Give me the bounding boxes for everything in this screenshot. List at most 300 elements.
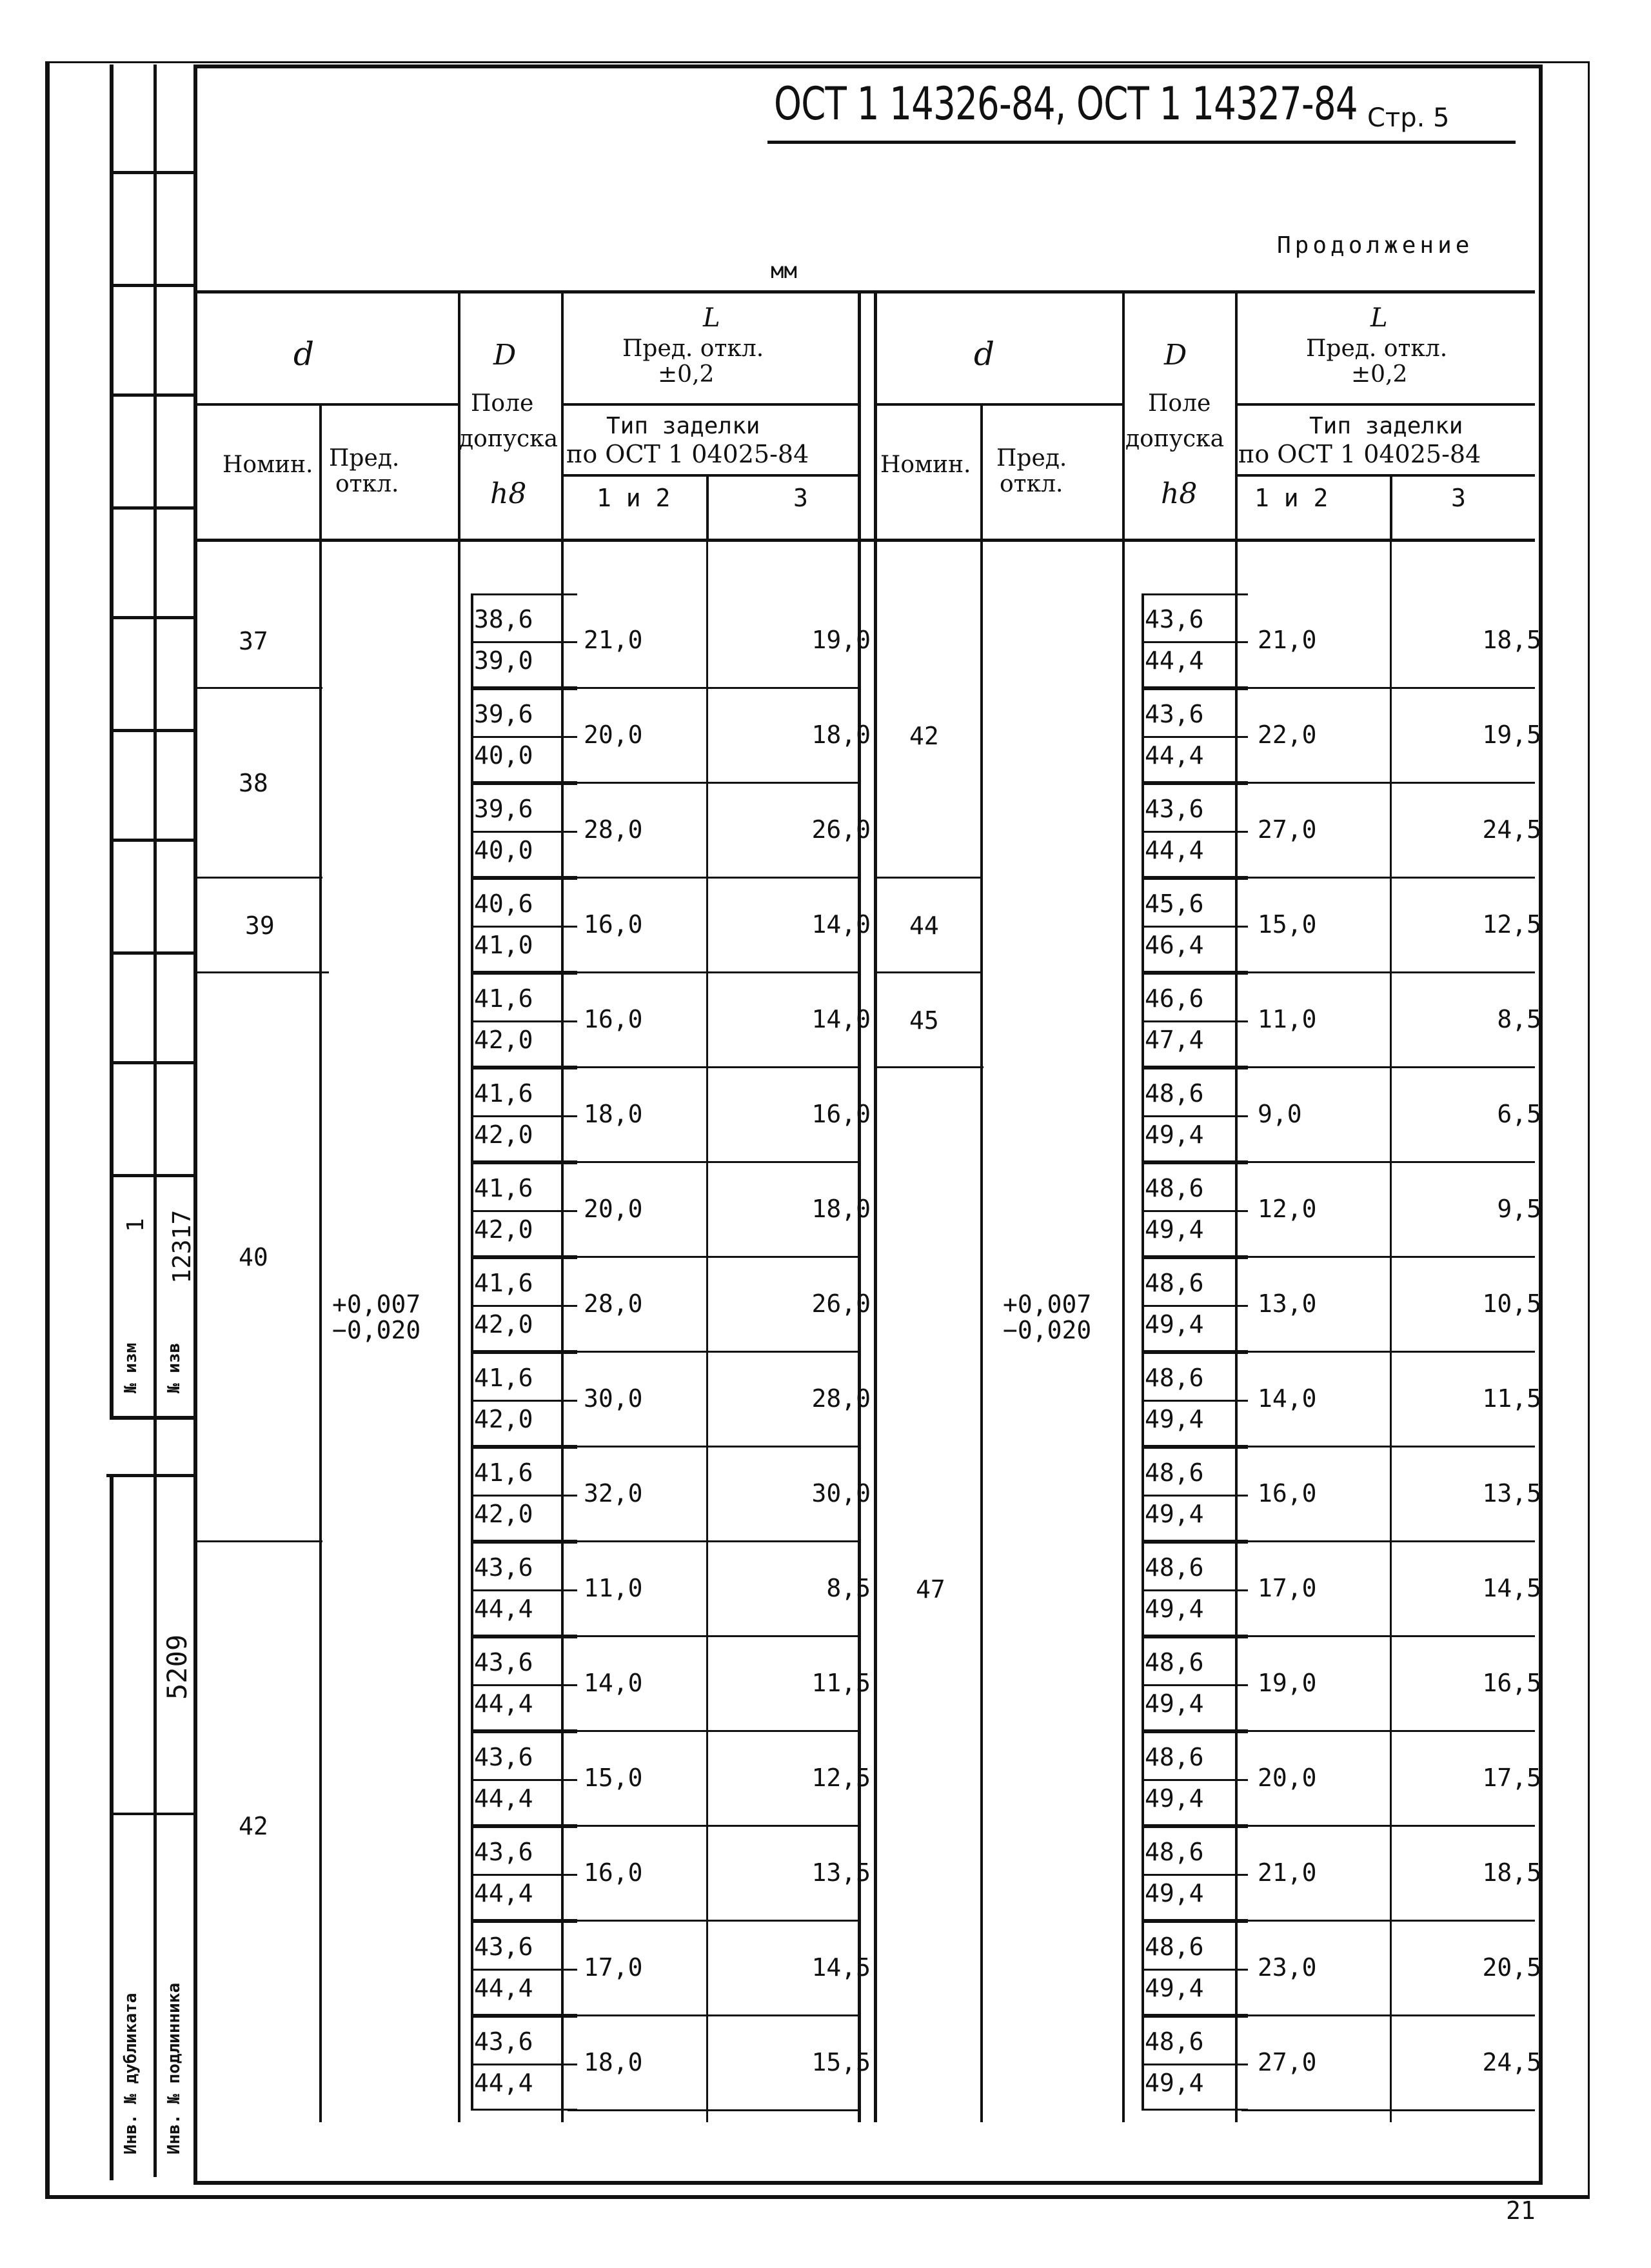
D-max-value: 49,4: [1145, 1594, 1204, 1623]
L-type3-value: 18,0: [811, 1195, 871, 1223]
D-min-value: 48,6: [1145, 1743, 1204, 1771]
row-rule: [1142, 1921, 1248, 1923]
d-nominal-value: 45: [909, 1006, 939, 1035]
row-rule: [568, 1351, 858, 1353]
right-h8-label: h8: [1161, 477, 1198, 510]
L-type12-value: 11,0: [1258, 1005, 1317, 1033]
col-rule: [1390, 539, 1392, 2122]
row-rule: [471, 2109, 577, 2111]
D-min-value: 48,6: [1145, 2027, 1204, 2056]
row-rule: [471, 641, 577, 643]
page-number: 21: [1506, 2196, 1536, 2225]
d-nominal-value: 38: [239, 769, 268, 797]
row-rule: [568, 782, 858, 784]
D-cell-rule: [1142, 1068, 1144, 1162]
right-type3-label: 3: [1451, 484, 1466, 512]
change-no-label: № изм: [121, 1342, 141, 1393]
D-max-value: 46,4: [1145, 930, 1204, 959]
row-rule: [1241, 971, 1535, 973]
right-nominal-label: Номин.: [880, 452, 971, 478]
strip-rule: [110, 171, 197, 174]
left-field-label: Поле: [471, 390, 534, 417]
row-rule: [471, 2016, 577, 2018]
col-rule: [706, 539, 708, 2122]
D-cell-rule: [471, 2016, 473, 2111]
L-type12-value: 16,0: [584, 910, 643, 939]
row-rule: [471, 593, 577, 595]
row-rule: [1142, 2109, 1248, 2111]
D-min-value: 43,6: [474, 1933, 533, 1961]
D-max-value: 49,4: [1145, 1309, 1204, 1338]
header-rule: [874, 403, 1122, 406]
row-rule: [471, 973, 577, 975]
D-cell-rule: [1142, 1257, 1144, 1352]
D-min-value: 43,6: [474, 1743, 533, 1771]
L-type3-value: 18,5: [1482, 626, 1541, 654]
header-rule: [561, 403, 858, 406]
orig-inv-value: 5209: [161, 1634, 193, 1700]
split-rule: [874, 290, 877, 2122]
row-rule: [1241, 1635, 1535, 1637]
D-max-value: 49,4: [1145, 1499, 1204, 1528]
D-cell-rule: [471, 593, 473, 688]
row-rule: [471, 1400, 577, 1402]
d-tolerance-upper: +0,007: [332, 1290, 421, 1318]
L-type3-value: 13,5: [1482, 1479, 1541, 1507]
L-type12-value: 17,0: [1258, 1574, 1317, 1602]
col-rule: [980, 403, 983, 2122]
L-type3-value: 14,5: [1482, 1574, 1541, 1602]
D-cell-rule: [1142, 1162, 1144, 1257]
row-rule: [1142, 1495, 1248, 1497]
row-rule: [1142, 736, 1248, 738]
row-rule: [471, 878, 577, 880]
left-embed-label-2: по ОСТ 1 04025-84: [566, 440, 809, 468]
group-rule: [197, 1540, 322, 1542]
row-rule: [1142, 1874, 1248, 1876]
L-type3-value: 19,5: [1482, 721, 1541, 749]
change-no-value: 1: [123, 1218, 149, 1232]
strip-rule: [110, 839, 197, 842]
D-cell-rule: [1142, 1826, 1144, 1921]
L-type3-value: 11,5: [1482, 1384, 1541, 1413]
row-rule: [1241, 1730, 1535, 1732]
D-max-value: 44,4: [1145, 835, 1204, 864]
left-embed-label: Тип заделки: [606, 413, 760, 439]
row-rule: [1142, 2016, 1248, 2018]
D-max-value: 40,0: [474, 835, 533, 864]
D-cell-rule: [471, 783, 473, 878]
D-max-value: 40,0: [474, 741, 533, 770]
L-type12-value: 20,0: [584, 721, 643, 749]
row-rule: [568, 1540, 858, 1542]
row-rule: [471, 1162, 577, 1164]
D-cell-rule: [1142, 878, 1144, 973]
row-rule: [568, 1066, 858, 1068]
left-d-header: d: [293, 335, 315, 373]
D-min-value: 48,6: [1145, 1079, 1204, 1108]
D-max-value: 49,4: [1145, 1120, 1204, 1149]
D-min-value: 48,6: [1145, 1174, 1204, 1202]
L-type3-value: 12,5: [1482, 910, 1541, 939]
D-cell-rule: [1142, 1731, 1144, 1826]
D-cell-rule: [1142, 1447, 1144, 1542]
row-rule: [1142, 1020, 1248, 1022]
right-d-header: d: [974, 335, 995, 373]
row-rule: [568, 971, 858, 973]
right-tol-label: Пред.: [996, 445, 1067, 472]
standard-title: ОСТ 1 14326-84, ОСТ 1 14327-84: [774, 77, 1358, 130]
right-L-tol-label: Пред. откл.: [1306, 335, 1448, 362]
L-type12-value: 27,0: [1258, 815, 1317, 844]
D-max-value: 49,4: [1145, 1404, 1204, 1433]
D-min-value: 41,6: [474, 1458, 533, 1487]
D-max-value: 42,0: [474, 1404, 533, 1433]
strip-rule: [110, 1174, 197, 1177]
row-rule: [568, 1446, 858, 1447]
right-field-label: Поле: [1148, 390, 1211, 417]
row-rule: [471, 2064, 577, 2065]
row-rule: [471, 1495, 577, 1497]
row-rule: [1142, 1447, 1248, 1449]
D-min-value: 46,6: [1145, 984, 1204, 1013]
left-h8-label: h8: [490, 477, 527, 510]
strip-rule: [110, 1061, 197, 1064]
L-type12-value: 13,0: [1258, 1289, 1317, 1318]
continuation-label: Продолжение: [1277, 232, 1474, 259]
row-rule: [1142, 1542, 1248, 1544]
L-type3-value: 10,5: [1482, 1289, 1541, 1318]
row-rule: [1142, 973, 1248, 975]
D-cell-rule: [1142, 2016, 1144, 2111]
L-type12-value: 16,0: [584, 1858, 643, 1887]
L-type12-value: 32,0: [584, 1479, 643, 1507]
L-type3-value: 11,5: [811, 1669, 871, 1697]
row-rule: [1142, 878, 1248, 880]
row-rule: [1241, 1825, 1535, 1827]
L-type12-value: 17,0: [584, 1953, 643, 1982]
L-type3-value: 30,0: [811, 1479, 871, 1507]
left-tol-label-2: откл.: [335, 471, 399, 497]
d-tolerance-upper: +0,007: [1003, 1290, 1092, 1318]
D-max-value: 42,0: [474, 1309, 533, 1338]
row-rule: [1241, 1540, 1535, 1542]
row-rule: [1142, 1589, 1248, 1591]
D-cell-rule: [1142, 1921, 1144, 2016]
row-rule: [568, 1161, 858, 1163]
D-min-value: 41,6: [474, 1174, 533, 1202]
D-cell-rule: [1142, 593, 1144, 688]
D-min-value: 39,6: [474, 795, 533, 823]
D-max-value: 44,4: [1145, 646, 1204, 675]
notice-no-value: 12317: [168, 1209, 196, 1284]
left-nominal-label: Номин.: [222, 452, 313, 478]
right-embed-label-2: по ОСТ 1 04025-84: [1238, 440, 1481, 468]
L-type3-value: 26,0: [811, 815, 871, 844]
L-type3-value: 18,5: [1482, 1858, 1541, 1887]
title-underline: [767, 141, 1516, 144]
L-type3-value: 14,5: [811, 1953, 871, 1982]
row-rule: [1142, 641, 1248, 643]
d-nominal-value: 47: [916, 1575, 945, 1604]
D-min-value: 38,6: [474, 605, 533, 633]
L-type3-value: 20,5: [1482, 1953, 1541, 1982]
header-rule: [193, 403, 458, 406]
D-min-value: 43,6: [1145, 605, 1204, 633]
right-tol-label-2: откл.: [1000, 471, 1063, 497]
D-min-value: 43,6: [1145, 700, 1204, 728]
row-rule: [471, 1352, 577, 1354]
left-tol-label: Пред.: [329, 445, 400, 472]
L-type3-value: 19,0: [811, 626, 871, 654]
group-rule: [877, 971, 980, 973]
L-type3-value: 13,5: [811, 1858, 871, 1887]
D-cell-rule: [471, 1542, 473, 1636]
L-type3-value: 9,5: [1497, 1195, 1541, 1223]
d-tolerance-lower: −0,020: [1003, 1316, 1092, 1344]
L-type3-value: 17,5: [1482, 1764, 1541, 1792]
row-rule: [1142, 1162, 1248, 1164]
right-field-label-2: допуска: [1125, 426, 1225, 452]
right-type12-label: 1 и 2: [1254, 484, 1329, 512]
D-max-value: 42,0: [474, 1120, 533, 1149]
D-min-value: 48,6: [1145, 1553, 1204, 1582]
row-rule: [471, 783, 577, 785]
L-type12-value: 16,0: [1258, 1479, 1317, 1507]
row-rule: [1142, 1969, 1248, 1971]
row-rule: [1241, 1161, 1535, 1163]
row-rule: [568, 2014, 858, 2016]
col-rule: [1122, 290, 1125, 2122]
D-cell-rule: [1142, 688, 1144, 783]
left-type3-label: 3: [793, 484, 808, 512]
row-rule: [471, 1684, 577, 1686]
row-rule: [568, 1920, 858, 1922]
L-type12-value: 19,0: [1258, 1669, 1317, 1697]
D-min-value: 48,6: [1145, 1364, 1204, 1392]
L-type12-value: 20,0: [1258, 1764, 1317, 1792]
right-embed-label: Тип заделки: [1309, 413, 1463, 439]
L-type12-value: 18,0: [584, 1100, 643, 1128]
strip-rule: [110, 393, 197, 397]
row-rule: [1241, 1351, 1535, 1353]
row-rule: [1241, 1256, 1535, 1258]
D-min-value: 39,6: [474, 700, 533, 728]
row-rule: [568, 687, 858, 689]
D-max-value: 49,4: [1145, 1689, 1204, 1718]
row-rule: [568, 2109, 858, 2111]
D-max-value: 39,0: [474, 646, 533, 675]
D-cell-rule: [471, 1826, 473, 1921]
row-rule: [471, 1779, 577, 1781]
row-rule: [1142, 1684, 1248, 1686]
D-min-value: 48,6: [1145, 1933, 1204, 1961]
row-rule: [471, 1731, 577, 1733]
L-type12-value: 14,0: [1258, 1384, 1317, 1413]
d-nominal-value: 39: [245, 911, 275, 940]
L-type3-value: 24,5: [1482, 815, 1541, 844]
col-rule: [458, 290, 460, 2122]
row-rule: [1241, 877, 1535, 879]
row-rule: [568, 1730, 858, 1732]
row-rule: [568, 1256, 858, 1258]
D-cell-rule: [471, 1162, 473, 1257]
D-cell-rule: [1142, 973, 1144, 1068]
group-rule: [877, 877, 980, 879]
strip-rule: [110, 284, 197, 287]
col-rule: [1235, 290, 1238, 2122]
L-type3-value: 28,0: [811, 1384, 871, 1413]
d-nominal-value: 37: [239, 626, 268, 655]
strip-rule: [110, 951, 197, 955]
D-min-value: 43,6: [474, 1553, 533, 1582]
D-max-value: 44,4: [474, 1973, 533, 2002]
D-max-value: 44,4: [474, 2068, 533, 2097]
row-rule: [1142, 1305, 1248, 1307]
L-type3-value: 8,5: [826, 1574, 871, 1602]
row-rule: [1241, 2109, 1535, 2111]
D-min-value: 48,6: [1145, 1269, 1204, 1297]
body-top-rule: [197, 539, 322, 541]
col-rule: [561, 290, 564, 2122]
row-rule: [1142, 593, 1248, 595]
D-min-value: 43,6: [1145, 795, 1204, 823]
D-max-value: 44,4: [474, 1594, 533, 1623]
L-type12-value: 16,0: [584, 1005, 643, 1033]
row-rule: [568, 1825, 858, 1827]
left-type12-label: 1 и 2: [597, 484, 671, 512]
group-rule: [197, 971, 329, 973]
strip-rule: [110, 729, 197, 732]
L-type3-value: 16,5: [1482, 1669, 1541, 1697]
row-rule: [471, 1020, 577, 1022]
d-nominal-value: 40: [239, 1243, 268, 1271]
row-rule: [1241, 1446, 1535, 1447]
units-label: мм: [771, 258, 797, 284]
row-rule: [471, 1589, 577, 1591]
row-rule: [568, 1635, 858, 1637]
row-rule: [568, 877, 858, 879]
row-rule: [471, 1874, 577, 1876]
D-min-value: 48,6: [1145, 1648, 1204, 1676]
row-rule: [471, 831, 577, 833]
L-type3-value: 12,5: [811, 1764, 871, 1792]
L-type12-value: 22,0: [1258, 721, 1317, 749]
L-type12-value: 18,0: [584, 2048, 643, 2076]
D-cell-rule: [1142, 1636, 1144, 1731]
row-rule: [471, 1969, 577, 1971]
D-max-value: 49,4: [1145, 1784, 1204, 1813]
strip-rule: [110, 506, 197, 510]
L-type12-value: 28,0: [584, 1289, 643, 1318]
right-D-header: D: [1164, 339, 1187, 372]
row-rule: [471, 736, 577, 738]
D-max-value: 49,4: [1145, 1215, 1204, 1244]
D-cell-rule: [471, 1068, 473, 1162]
d-nominal-value: 42: [909, 721, 939, 750]
L-type12-value: 30,0: [584, 1384, 643, 1413]
D-cell-rule: [471, 973, 473, 1068]
row-rule: [1142, 1779, 1248, 1781]
L-type12-value: 21,0: [1258, 626, 1317, 654]
col-rule: [319, 403, 322, 2122]
L-type12-value: 12,0: [1258, 1195, 1317, 1223]
header-rule: [1235, 474, 1535, 477]
L-type3-value: 15,5: [811, 2048, 871, 2076]
D-cell-rule: [471, 688, 473, 783]
row-rule: [1142, 1352, 1248, 1354]
left-L-tol-label: Пред. откл.: [622, 335, 764, 362]
L-type3-value: 14,0: [811, 910, 871, 939]
D-max-value: 44,4: [1145, 741, 1204, 770]
row-rule: [1142, 1731, 1248, 1733]
L-type12-value: 11,0: [584, 1574, 643, 1602]
D-max-value: 49,4: [1145, 2068, 1204, 2097]
group-rule: [197, 687, 322, 689]
orig-inv-label: Инв. № подлинника: [164, 1982, 184, 2154]
L-type3-value: 6,5: [1497, 1100, 1541, 1128]
D-cell-rule: [471, 1352, 473, 1447]
L-type12-value: 27,0: [1258, 2048, 1317, 2076]
D-min-value: 41,6: [474, 1364, 533, 1392]
D-min-value: 48,6: [1145, 1838, 1204, 1866]
page-label: Стр. 5: [1367, 103, 1450, 133]
row-rule: [1142, 783, 1248, 785]
row-rule: [471, 688, 577, 690]
left-L-tol-value: ±0,2: [658, 361, 715, 388]
D-max-value: 47,4: [1145, 1025, 1204, 1054]
D-max-value: 44,4: [474, 1784, 533, 1813]
D-cell-rule: [471, 1921, 473, 2016]
row-rule: [1142, 1826, 1248, 1828]
row-rule: [471, 1305, 577, 1307]
right-L-header: L: [1370, 303, 1388, 333]
row-rule: [471, 1257, 577, 1259]
notice-no-label: № изв: [164, 1342, 184, 1393]
L-type12-value: 15,0: [1258, 910, 1317, 939]
row-rule: [1142, 1257, 1248, 1259]
D-min-value: 48,6: [1145, 1458, 1204, 1487]
D-min-value: 41,6: [474, 984, 533, 1013]
D-cell-rule: [471, 1447, 473, 1542]
col-rule: [706, 474, 709, 539]
L-type3-value: 18,0: [811, 721, 871, 749]
L-type12-value: 9,0: [1258, 1100, 1302, 1128]
D-cell-rule: [471, 878, 473, 973]
row-rule: [471, 1826, 577, 1828]
left-D-header: D: [493, 339, 517, 372]
header-rule: [561, 474, 858, 477]
D-max-value: 44,4: [474, 1689, 533, 1718]
D-cell-rule: [471, 1257, 473, 1352]
row-rule: [471, 1447, 577, 1449]
row-rule: [471, 1115, 577, 1117]
row-rule: [471, 1210, 577, 1212]
D-min-value: 45,6: [1145, 890, 1204, 918]
L-type3-value: 24,5: [1482, 2048, 1541, 2076]
D-cell-rule: [1142, 1542, 1144, 1636]
row-rule: [1241, 1920, 1535, 1922]
left-field-label-2: допуска: [459, 426, 559, 452]
D-cell-rule: [471, 1636, 473, 1731]
row-rule: [1142, 688, 1248, 690]
L-type12-value: 15,0: [584, 1764, 643, 1792]
row-rule: [471, 1921, 577, 1923]
strip-rule: [110, 616, 197, 619]
D-min-value: 43,6: [474, 1838, 533, 1866]
L-type12-value: 21,0: [1258, 1858, 1317, 1887]
row-rule: [1142, 831, 1248, 833]
